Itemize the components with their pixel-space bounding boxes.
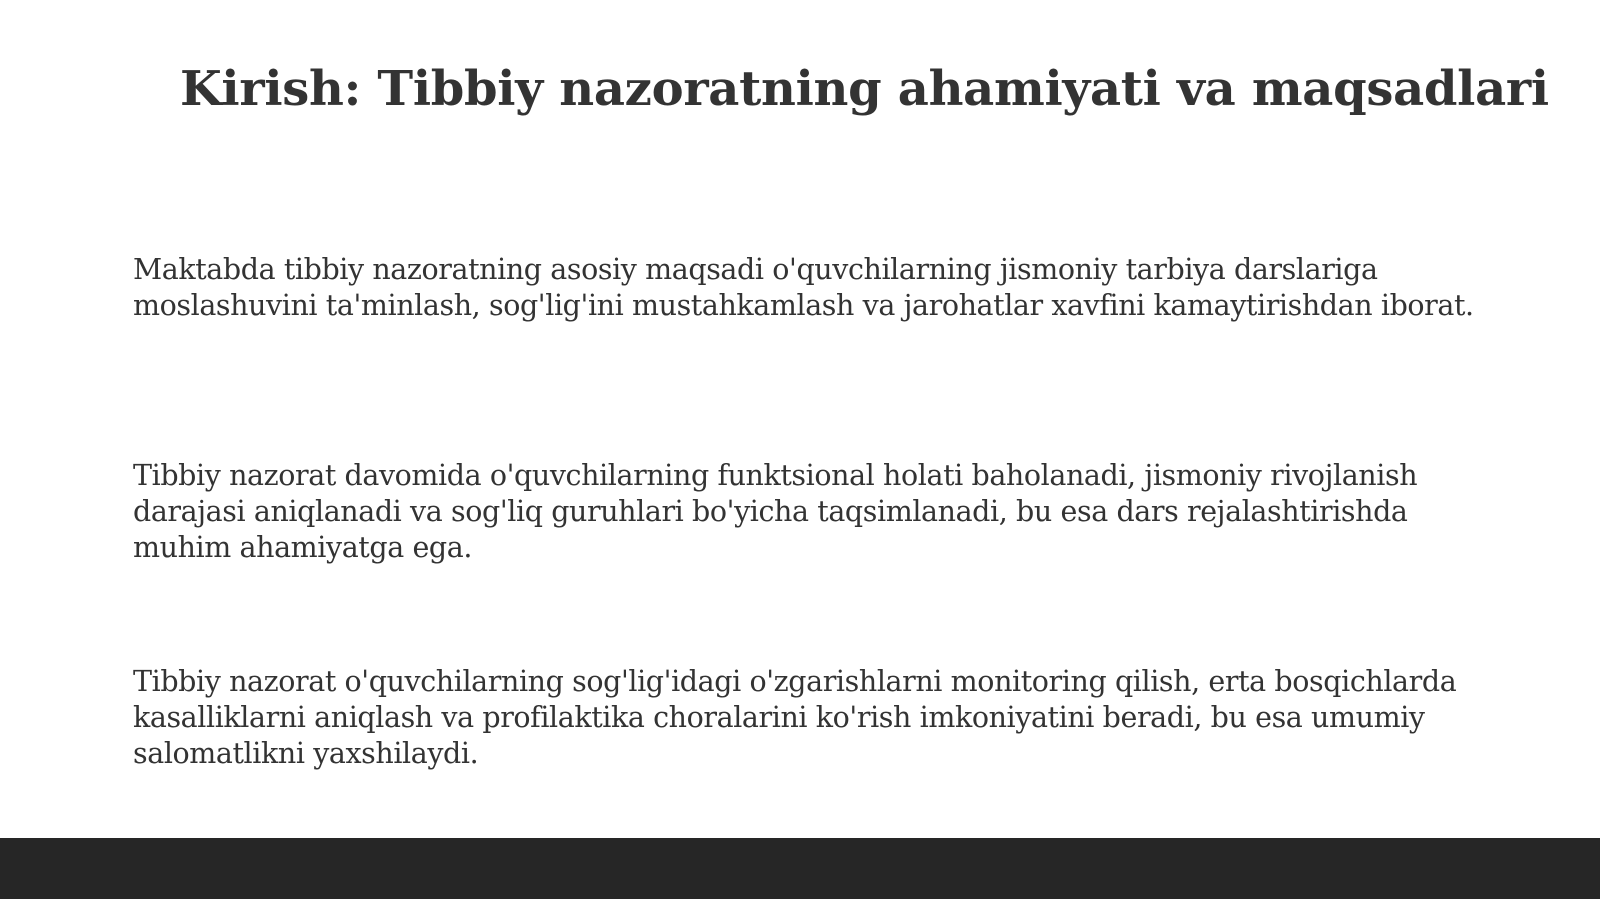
- footer-bar: [0, 838, 1600, 899]
- paragraph-monitoring: Tibbiy nazorat o'quvchilarning sog'lig'idagi o'zgarishlarni monitoring qilish, erta bosqichlarda kasalliklarni aniqlash va profilaktika choralarini ko'rish imkoniyatini beradi, bu esa umumiy salomatlikni yaxshilaydi.: [133, 665, 1457, 770]
- paragraph-purpose: Maktabda tibbiy nazoratning asosiy maqsadi o'quvchilarning jismoniy tarbiya darslariga moslashuvini ta'minlash, sog'lig'ini mustahkamlash va jarohatlar xavfini kamaytirishdan iborat.: [133, 253, 1474, 322]
- slide-title: Kirish: Tibbiy nazoratning ahamiyati va maqsadlari: [180, 61, 1549, 117]
- paragraph-assessment: Tibbiy nazorat davomida o'quvchilarning funktsional holati baholanadi, jismoniy rivojlanish darajasi aniqlanadi va sog'liq guruhlari bo'yicha taqsimlanadi, bu esa dars rejalashtirishda muhim ahamiyatga ega.: [133, 459, 1418, 564]
